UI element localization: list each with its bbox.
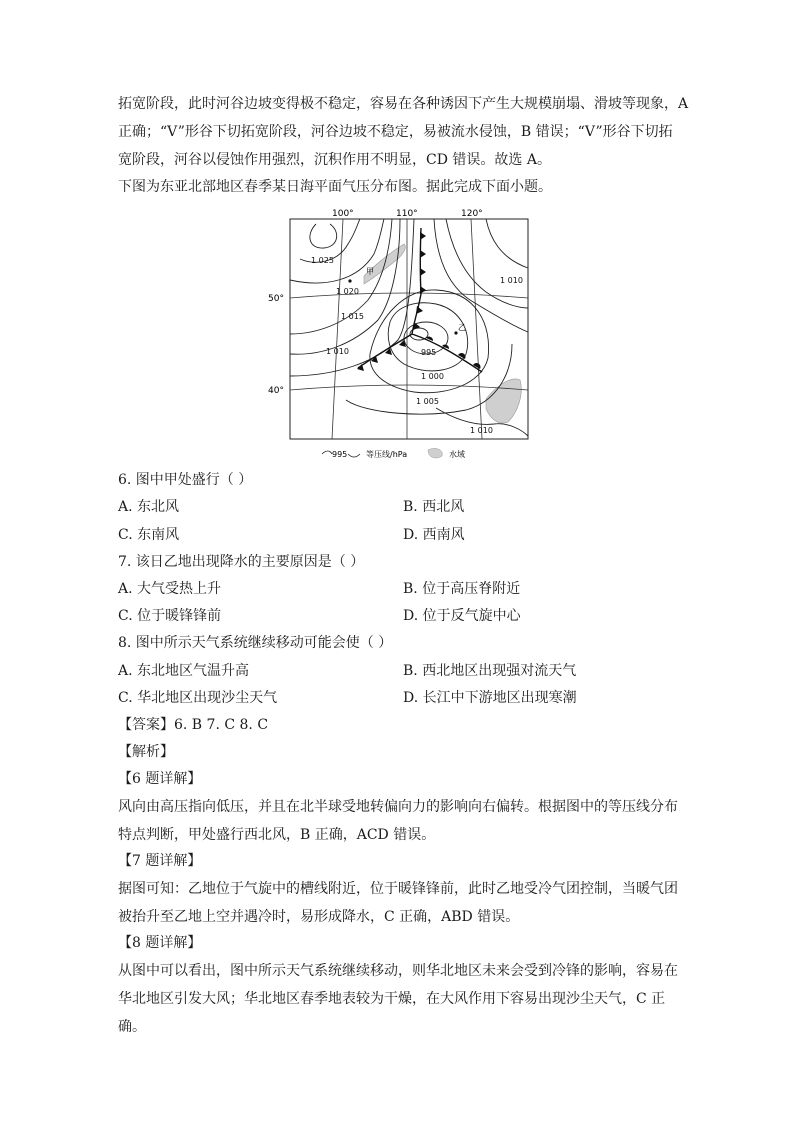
question-7-option-a: A. 大气受热上升 [118, 581, 222, 597]
analysis-heading: 【解析】 [118, 744, 174, 760]
isobar-value: 1 025 [311, 256, 334, 265]
question-7-option-b: B. 位于高压脊附近 [403, 581, 521, 597]
meridian-100 [332, 219, 343, 439]
isobar-value: 995 [421, 348, 437, 357]
question-8-option-b: B. 西北地区出现强对流天气 [403, 663, 577, 679]
parallel-40 [290, 385, 528, 390]
point-jia-dot [348, 279, 351, 282]
isobar-value: 1 010 [326, 347, 349, 356]
legend-isobar-icon [322, 451, 332, 454]
question-8-option-c: C. 华北地区出现沙尘天气 [118, 690, 278, 706]
question-6-stem: 6. 图中甲处盛行（ ） [118, 472, 253, 488]
legend-isobar-icon-tail [348, 454, 360, 457]
lat-label-50: 50° [268, 294, 284, 304]
answer-line: 【答案】6. B 7. C 8. C [118, 717, 269, 733]
lon-label-100: 100° [332, 209, 354, 219]
question-6-option-b: B. 西北风 [403, 499, 465, 515]
question-6-option-d: D. 西南风 [403, 527, 465, 543]
question-7-option-d: D. 位于反气旋中心 [403, 608, 521, 624]
isobar-value: 1 000 [421, 372, 444, 381]
question-8-option-d: D. 长江中下游地区出现寒潮 [403, 690, 577, 706]
question-6-option-a: A. 东北风 [118, 499, 180, 515]
legend-water-text: 水域 [449, 450, 465, 459]
question-7-option-c: C. 位于暖锋锋前 [118, 608, 222, 624]
question-6-option-c: C. 东南风 [118, 527, 180, 543]
lon-label-120: 120° [461, 209, 483, 219]
isobar-value: 1 010 [500, 276, 523, 285]
isobar-line [310, 224, 337, 248]
detail-7-heading: 【7 题详解】 [118, 853, 202, 869]
detail-7-text: 据图可知：乙地位于气旋中的槽线附近，位于暖锋锋前，此时乙地受冷气团控制，当暖气团被抬升至乙地上空并遇冷时，易形成降水，C 正确，ABD 错误。 [118, 881, 678, 925]
isobar-value: 1 010 [470, 426, 493, 435]
cold-front-line [358, 228, 421, 368]
detail-8-heading: 【8 题详解】 [118, 935, 202, 951]
isobar-value: 1 020 [336, 287, 359, 296]
isobar-value: 1 015 [341, 312, 364, 321]
lat-label-40: 40° [268, 386, 284, 396]
legend-isobar-text: 等压线/hPa [366, 450, 408, 459]
intro-line-2: 正确；“V”形谷下切拓宽阶段，河谷边坡不稳定，易被流水侵蚀，B 错误；“V”形谷下切拓 [118, 124, 673, 140]
isobar-line [290, 219, 414, 376]
detail-6-text: 风向由高压指向低压，并且在北半球受地转偏向力的影响向右偏转。根据图中的等压线分布特点判断，甲处盛行西北风，B 正确，ACD 错误。 [118, 799, 678, 843]
detail-8-text: 从图中可以看出，图中所示天气系统继续移动，则华北地区未来会受到冷锋的影响，容易在华北地区引发大风；华北地区春季地表较为干燥，在大风作用下容易出现沙尘天气，C 正确。 [118, 963, 678, 1035]
intro-line-3: 宽阶段，河谷以侵蚀作用强烈，沉积作用不明显，CD 错误。故选 A。 [118, 152, 551, 168]
detail-6-heading: 【6 题详解】 [118, 771, 202, 787]
question-8-stem: 8. 图中所示天气系统继续移动可能会使（ ） [118, 635, 393, 651]
water-body-sea [486, 379, 521, 423]
legend-isobar-sample: 995 [332, 450, 348, 459]
lon-label-110: 110° [396, 209, 418, 219]
question-7-stem: 7. 该日乙地出现降水的主要原因是（ ） [118, 554, 365, 570]
intro-line-1: 拓宽阶段，此时河谷边坡变得极不稳定，容易在各种诱因下产生大规模崩塌、滑坡等现象，A [118, 96, 689, 112]
intro-line-4: 下图为东亚北部地区春季某日海平面气压分布图。据此完成下面小题。 [118, 179, 552, 195]
isobar-value: 1 005 [416, 397, 439, 406]
isobar-line [486, 219, 528, 268]
point-jia-label: 甲 [366, 267, 374, 276]
question-8-option-a: A. 东北地区气温升高 [118, 663, 250, 679]
legend-water-icon [428, 448, 442, 458]
point-yi-label: 乙 [458, 323, 466, 332]
pressure-map-figure [268, 204, 536, 464]
